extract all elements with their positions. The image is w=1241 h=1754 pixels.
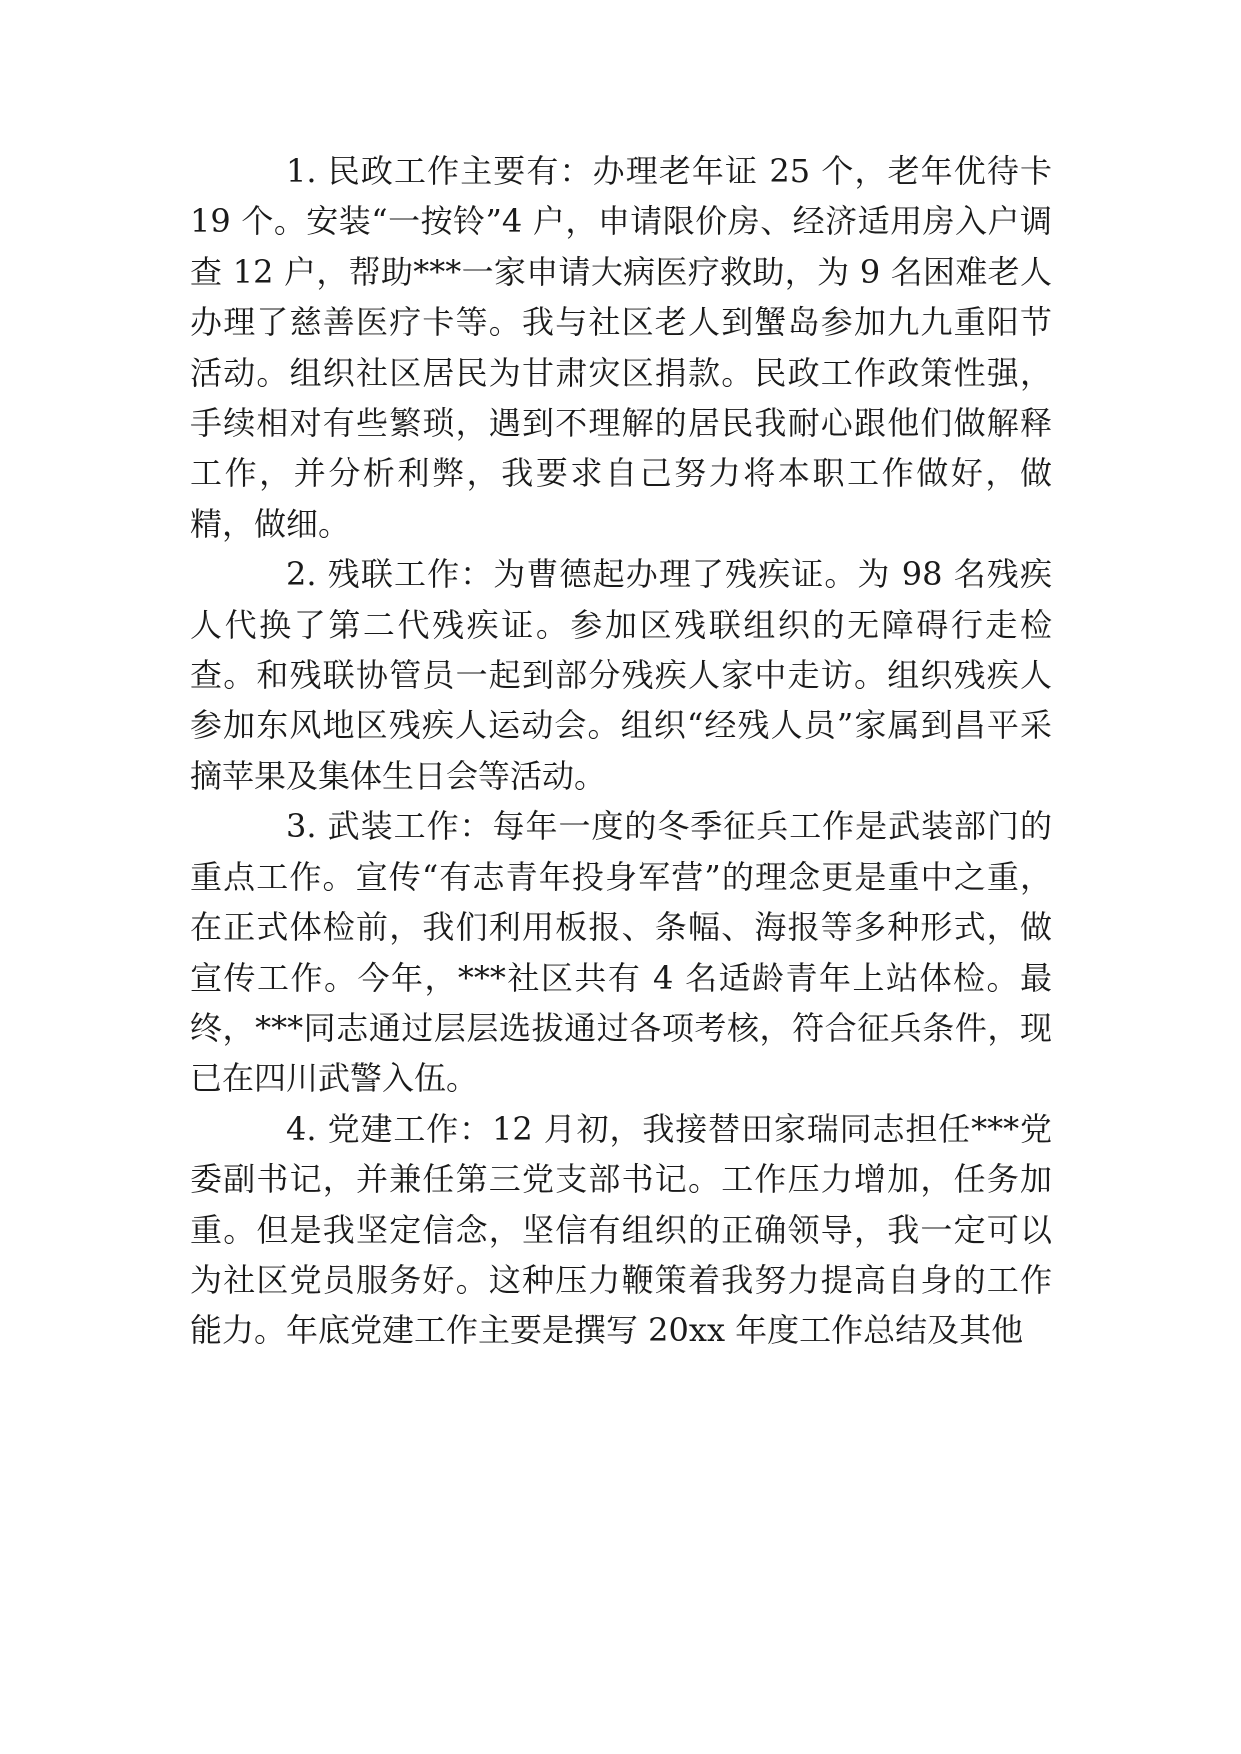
paragraph-disabled-federation: 2. 残联工作：为曹德起办理了残疾证。为 98 名残疾人代换了第二代残疾证。参加区残联组织的无障碍行走检查。和残联协管员一起到部分残疾人家中走访。组织残疾人参加东风地区残疾人运动会。组织“经残人员”家属到昌平采摘苹果及集体生日会等活动。 (190, 555, 1052, 795)
paragraph-party-building: 4. 党建工作：12 月初，我接替田家瑞同志担任***党委副书记，并兼任第三党支部书记。工作压力增加，任务加重。但是我坚定信念，坚信有组织的正确领导，我一定可以为社区党员服务好。这种压力鞭策着我努力提高自身的工作能力。年底党建工作主要是撰写 20xx 年度工作总结及其他 (190, 1109, 1052, 1350)
document-body (190, 146, 1052, 1356)
paragraph-armed-forces: 3. 武装工作：每年一度的冬季征兵工作是武装部门的重点工作。宣传“有志青年投身军营”的理念更是重中之重，在正式体检前，我们利用板报、条幅、海报等多种形式，做宣传工作。今年，***社区共有 4 名适龄青年上站体检。最终，***同志通过层层选拔通过各项考核，符合征兵条件，现已在四川武警入伍。 (190, 807, 1052, 1098)
paragraph-civil-affairs: 1. 民政工作主要有：办理老年证 25 个，老年优待卡 19 个。安装“一按铃”4 户，申请限价房、经济适用房入户调查 12 户，帮助***一家申请大病医疗救助，为 9 名困难老人办理了慈善医疗卡等。我与社区老人到蟹岛参加九九重阳节活动。组织社区居民为甘肃灾区捐款。民政工作政策性强，手续相对有些繁琐，遇到不理解的居民我耐心跟他们做解释工作，并分析利弊，我要求自己努力将本职工作做好，做精，做细。 (190, 152, 1052, 543)
